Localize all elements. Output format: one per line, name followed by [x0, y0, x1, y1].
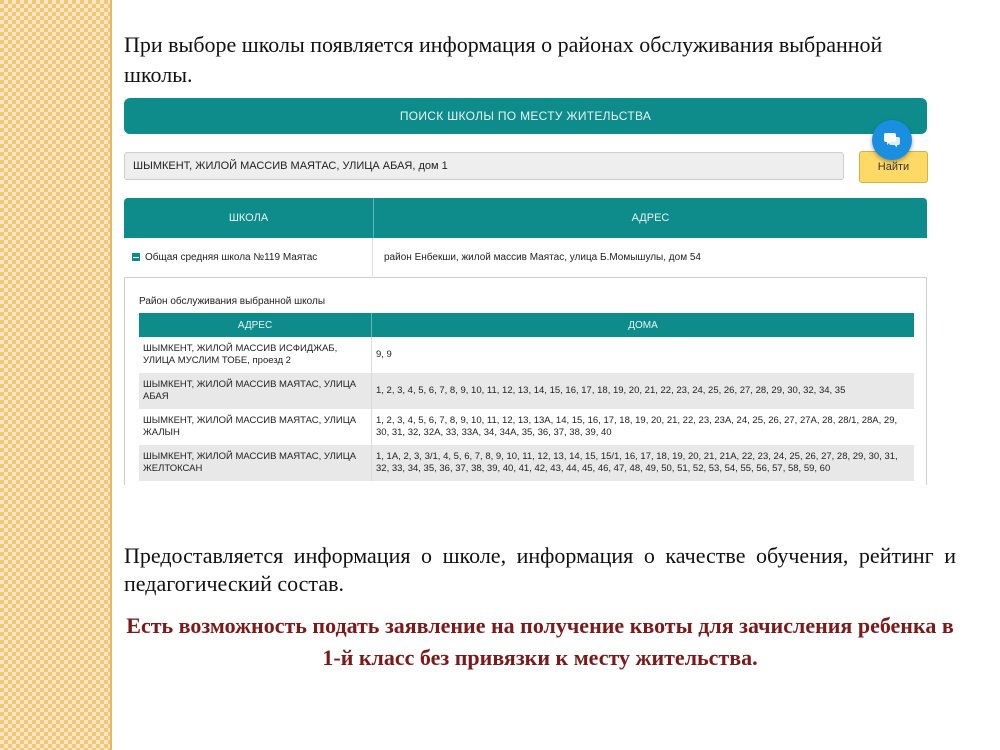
school-column-header: ШКОЛА [124, 198, 374, 238]
school-table-header [124, 198, 927, 238]
street-address-cell: ШЫМКЕНТ, ЖИЛОЙ МАССИВ МАЯТАС, УЛИЦА ЖАЛЫН [139, 409, 372, 445]
houses-address-header: АДРЕС [139, 313, 372, 337]
school-name: Общая средняя школа №119 Маятас [145, 251, 318, 263]
house-numbers-cell: 1, 2, 3, 4, 5, 6, 7, 8, 9, 10, 11, 12, 13, 13А, 14, 15, 16, 17, 18, 19, 20, 21, 22, 23, 23А, 24, 25, 26, 27, 27А, 28, 28/1, 28А, 29, 30, 31, 32, 32А, 33, 33А, 34, 34А, 35, 36, 37, 38, 39, 40 [372, 409, 915, 445]
address-input[interactable] [124, 152, 844, 180]
service-area-panel [124, 277, 927, 485]
service-area-title: Район обслуживания выбранной школы [139, 296, 326, 307]
decorative-side-border [110, 0, 112, 750]
decorative-side-pattern [0, 0, 110, 750]
school-address-cell: район Енбекши, жилой массив Маятас, улица Б.Момышулы, дом 54 [384, 251, 701, 263]
body-text: Предоставляется информация о школе, информация о качестве обучения, рейтинг и педагогический состав. [124, 543, 956, 596]
table-row [139, 445, 914, 481]
intro-text: При выборе школы появляется информация о районах обслуживания выбранной школы. [124, 32, 883, 87]
house-numbers-cell: 9, 9 [372, 337, 915, 373]
collapse-minus-icon[interactable] [132, 253, 140, 261]
table-row [139, 337, 914, 373]
address-column-header: АДРЕС [631, 212, 670, 224]
chat-button[interactable] [872, 120, 912, 160]
service-area-table [139, 313, 914, 481]
address-input-value: ШЫМКЕНТ, ЖИЛОЙ МАССИВ МАЯТАС, УЛИЦА АБАЯ, дом 1 [133, 160, 448, 172]
highlight-text: Есть возможность подать заявление на получение квоты для зачисления ребенка в 1-й класс без привязки к месту жительства. [126, 613, 954, 670]
table-row [139, 409, 914, 445]
street-address-cell: ШЫМКЕНТ, ЖИЛОЙ МАССИВ МАЯТАС, УЛИЦА АБАЯ [139, 373, 372, 409]
find-button-label: Найти [877, 161, 910, 173]
table-row [139, 373, 914, 409]
search-header-label: ПОИСК ШКОЛЫ ПО МЕСТУ ЖИТЕЛЬСТВА [399, 109, 652, 123]
school-row[interactable] [124, 238, 927, 276]
houses-column-header: ДОМА [372, 313, 915, 337]
chat-bubble-icon [883, 132, 901, 148]
house-numbers-cell: 1, 1А, 2, 3, 3/1, 4, 5, 6, 7, 8, 9, 10, 11, 12, 13, 14, 15, 15/1, 16, 17, 18, 19, 20, 21, 21А, 22, 23, 24, 25, 26, 27, 28, 29, 30, 31, 32, 33, 34, 35, 36, 37, 38, 39, 40, 41, 42, 43, 44, 45, 46, 47, 48, 49, 50, 51, 52, 53, 54, 55, 56, 57, 58, 59, 60 [372, 445, 915, 481]
school-cell [124, 238, 373, 276]
street-address-cell: ШЫМКЕНТ, ЖИЛОЙ МАССИВ МАЯТАС, УЛИЦА ЖЕЛТОКСАН [139, 445, 372, 481]
search-header-bar [124, 98, 927, 134]
house-numbers-cell: 1, 2, 3, 4, 5, 6, 7, 8, 9, 10, 11, 12, 13, 14, 15, 16, 17, 18, 19, 20, 21, 22, 23, 24, 25, 26, 27, 28, 29, 30, 32, 34, 35 [372, 373, 915, 409]
street-address-cell: ШЫМКЕНТ, ЖИЛОЙ МАССИВ ИСФИДЖАБ, УЛИЦА МУСЛИМ ТОБЕ, проезд 2 [139, 337, 372, 373]
